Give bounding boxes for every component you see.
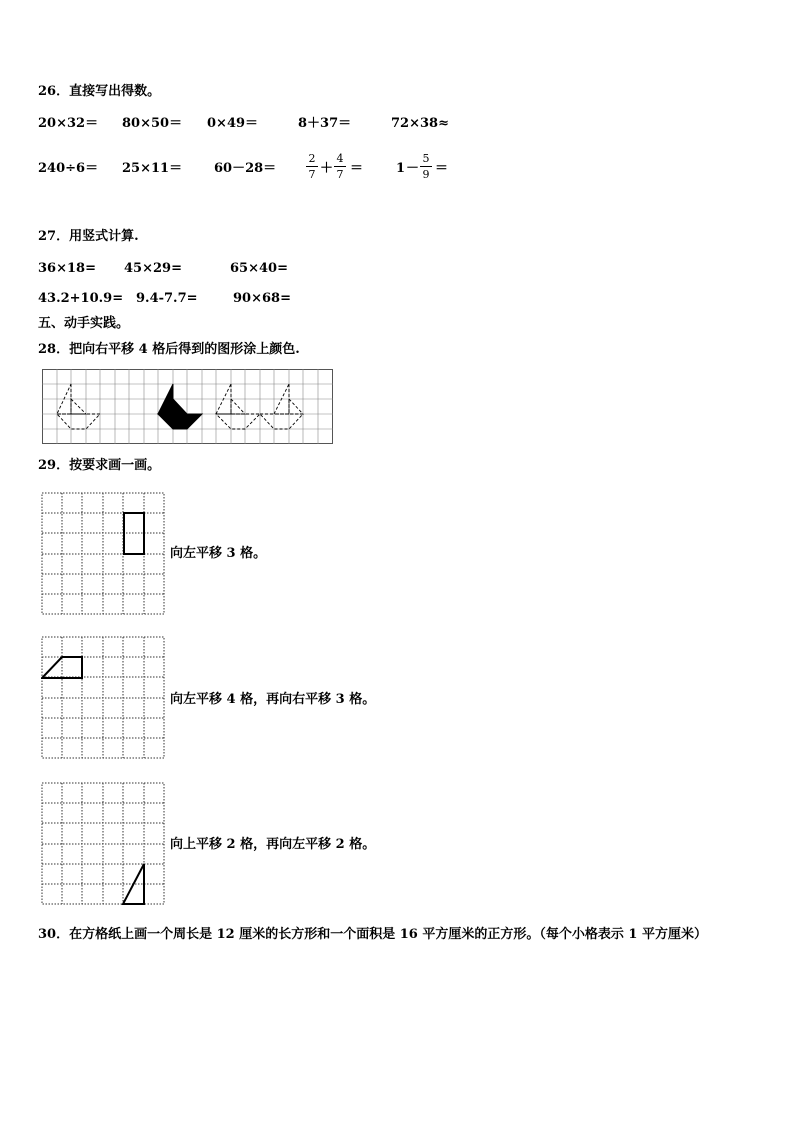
q29-instruction-1: 向左平移 3 格。 <box>170 546 267 561</box>
q27-item: 65×40= <box>230 261 288 276</box>
q26-item: 60－28＝ <box>214 161 277 176</box>
q27-title: 27．用竖式计算. <box>38 229 139 244</box>
equals-sign: ＝ <box>350 161 364 176</box>
plus-sign: ＋ <box>320 161 334 176</box>
equals-sign: ＝ <box>435 161 449 176</box>
q26-title: 26．直接写出得数。 <box>38 84 161 99</box>
q27-item: 9.4-7.7= <box>136 291 198 306</box>
whole-one: 1 <box>396 161 406 176</box>
black-boat <box>158 384 202 429</box>
q26-item: 25×11＝ <box>122 161 183 176</box>
q26-item: 8＋37＝ <box>298 116 352 131</box>
q29-title: 29．按要求画一画。 <box>38 458 161 473</box>
fraction-5-9: 5 9 <box>420 152 432 181</box>
fraction-4-7: 4 7 <box>334 152 346 181</box>
q26-item: 0×49＝ <box>207 116 259 131</box>
q27-item: 36×18= <box>38 261 96 276</box>
q29-grid-3 <box>41 782 166 906</box>
q29-instruction-2: 向左平移 4 格，再向右平移 3 格。 <box>170 692 376 707</box>
q27-item: 90×68= <box>233 291 291 306</box>
dashed-boat-2 <box>216 384 260 429</box>
q28-title: 28．把向右平移 4 格后得到的图形涂上颜色. <box>38 342 300 357</box>
q26-item: 20×32＝ <box>38 116 99 131</box>
minus-sign: － <box>406 161 420 176</box>
q26-item: 240÷6＝ <box>38 161 99 176</box>
q30-title: 30．在方格纸上画一个周长是 12 厘米的长方形和一个面积是 16 平方厘米的正方形。（每个小格表示 1 平方厘米） <box>38 927 707 942</box>
dashed-boat-3 <box>260 384 303 429</box>
section-title: 五、动手实践。 <box>38 316 130 331</box>
dashed-boat-1 <box>57 384 100 429</box>
q26-item: 72×38≈ <box>391 116 449 131</box>
q29-instruction-3: 向上平移 2 格，再向左平移 2 格。 <box>170 837 376 852</box>
fraction-2-7: 2 7 <box>306 152 318 181</box>
q27-item: 43.2+10.9= <box>38 291 124 306</box>
q26-item: 80×50＝ <box>122 116 183 131</box>
q27-item: 45×29= <box>124 261 182 276</box>
q28-grid-with-boats <box>42 369 334 445</box>
q29-grid-2 <box>41 636 166 760</box>
q29-grid-1 <box>41 492 166 616</box>
